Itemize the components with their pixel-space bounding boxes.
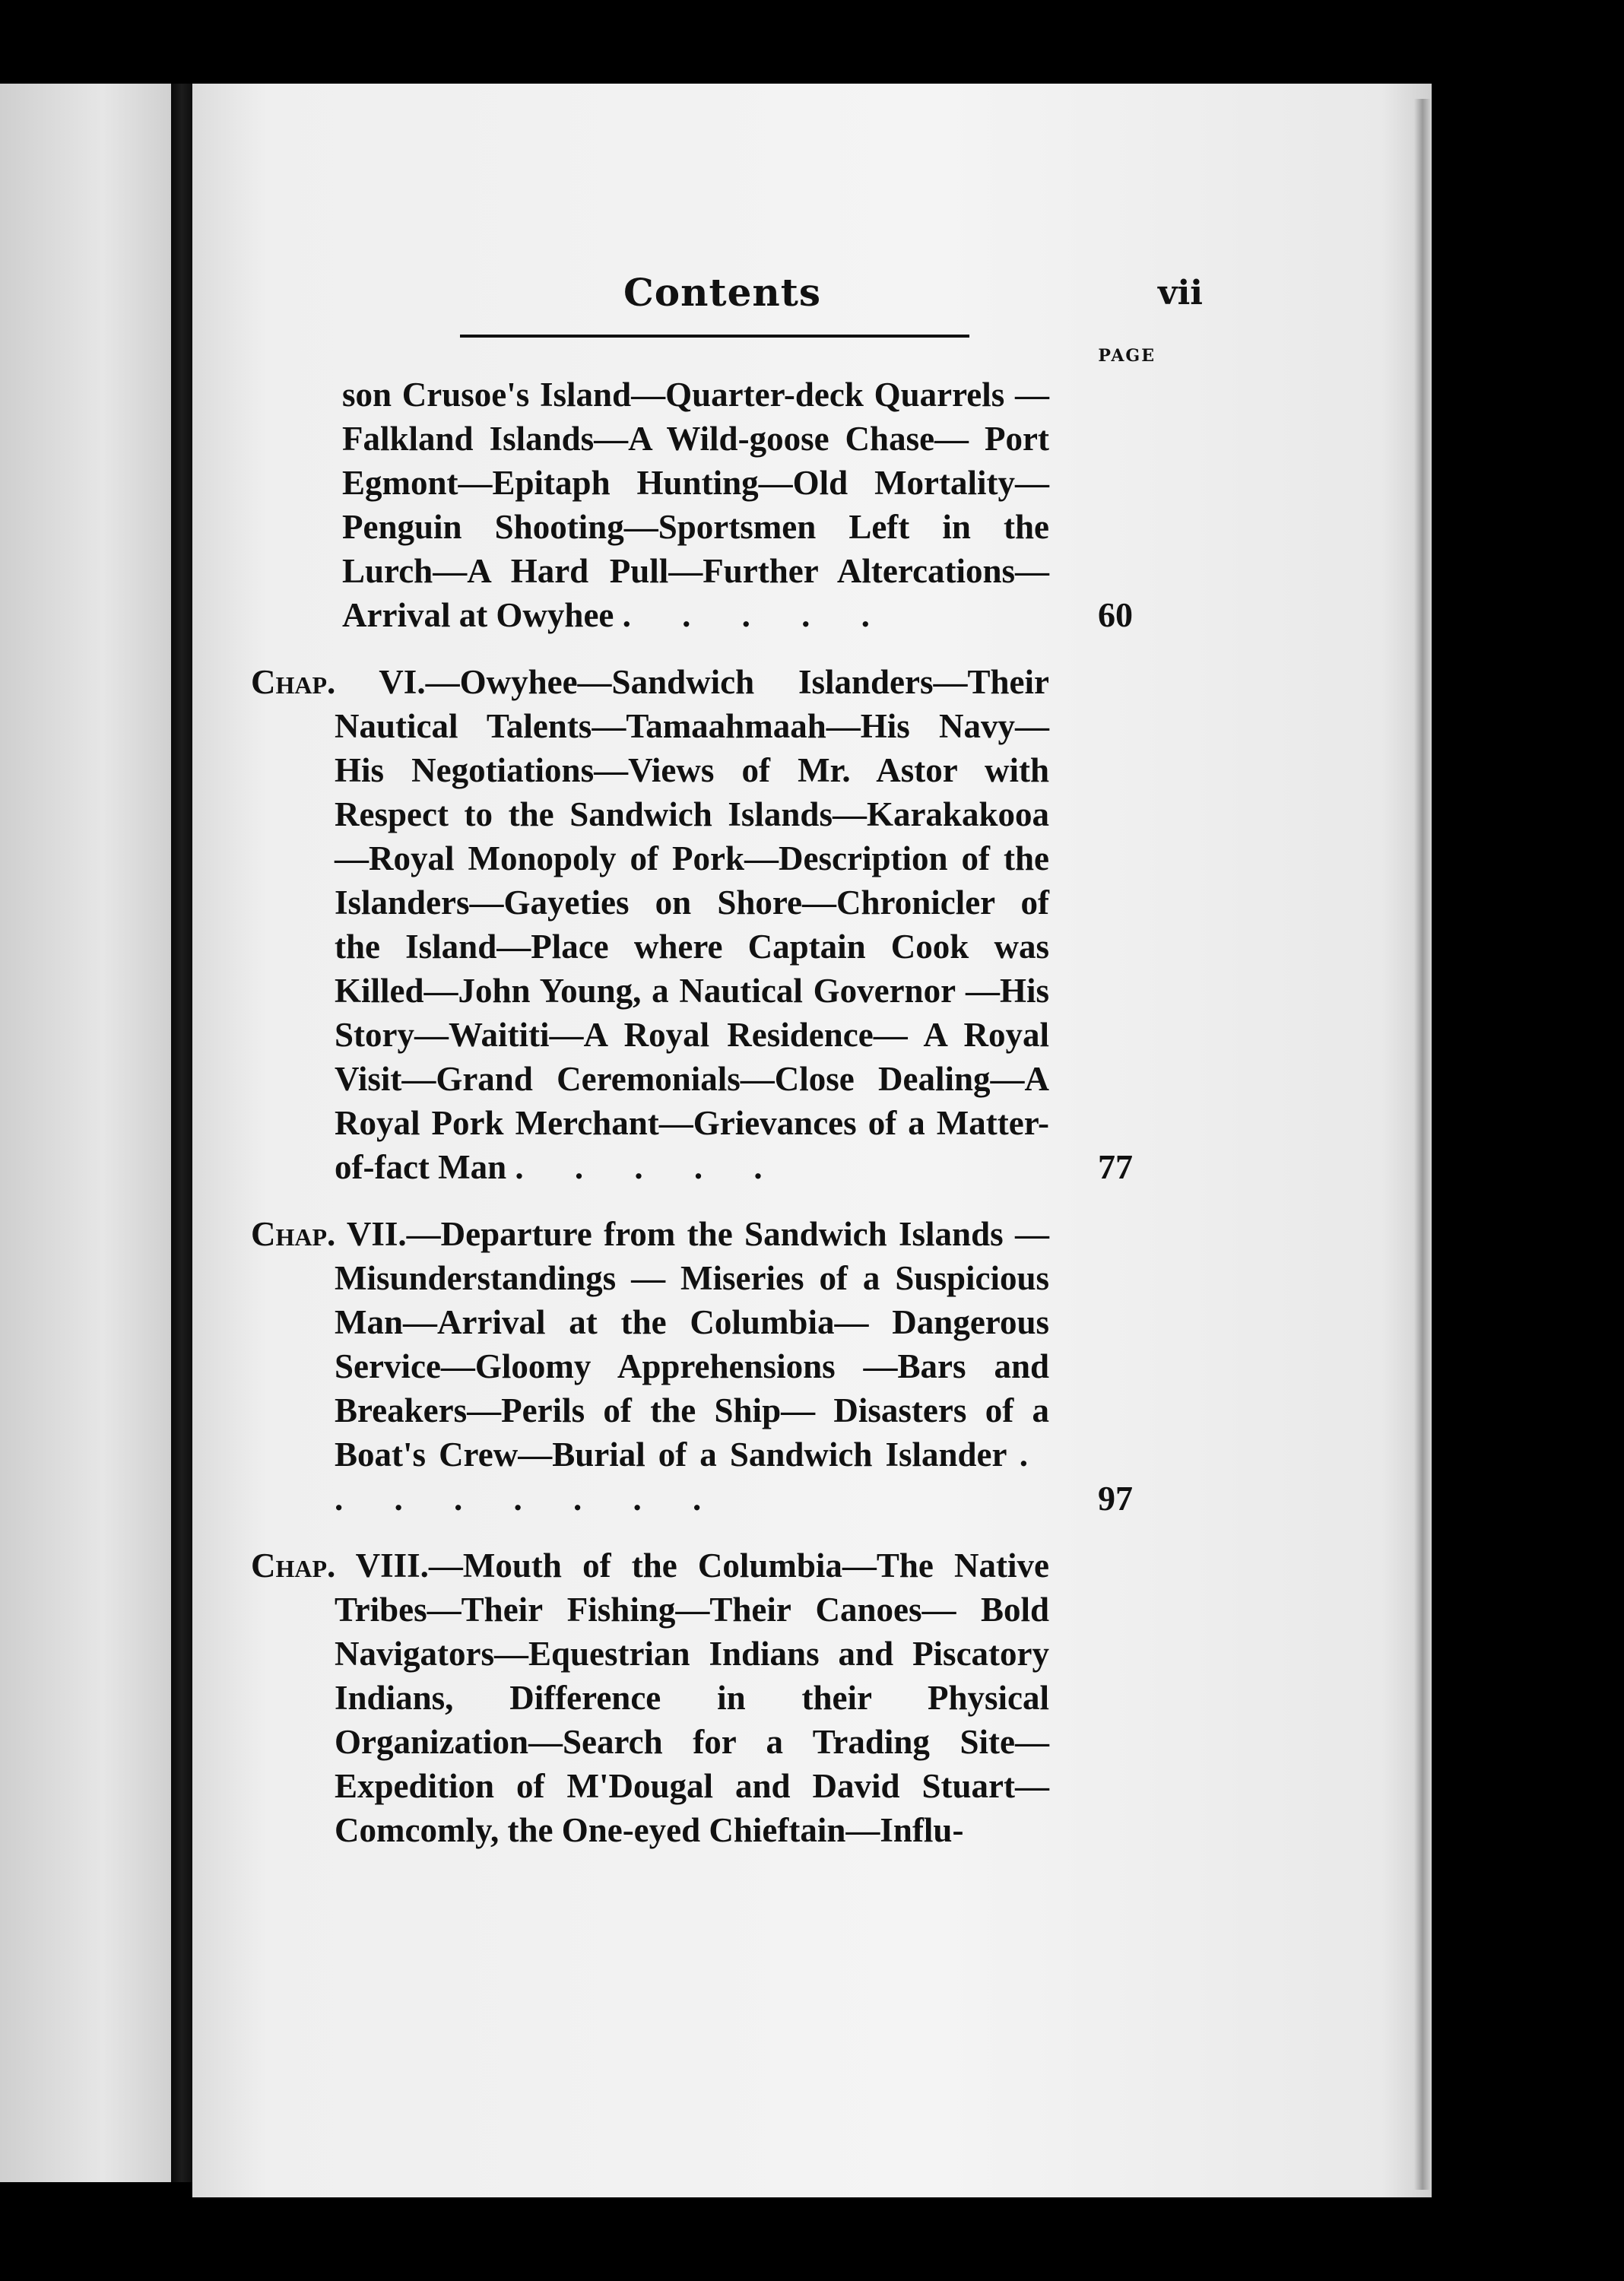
entry-description: —Owyhee—Sandwich Islanders—Their Nautical Talents—Tamaahmaah—His Navy— His Negotiations—Views of Mr. Astor with Respect to the Sandwich Islands—Karakakooa—Royal Monopoly of Pork—Description of the Islanders—Gayeties on Shore—Chronicler of the Island—Place where Captain Cook was Killed—John Young, a Nautical Governor —His Story—Waititi—A Royal Residence— A Royal Visit—Grand Ceremonials—Close Dealing—A Royal Pork Merchant—Grievances of a Matter-of-fact Man (335, 663, 1049, 1186)
entry-description: —Mouth of the Columbia—The Native Tribes—Their Fishing—Their Canoes— Bold Navigators—Equestrian Indians and Piscatory Indians, Difference in their Physical Organization—Search for a Trading Site— Expedition of M'Dougal and David Stuart— Comcomly, the One-eyed Chieftain—Influ- (335, 1547, 1050, 1849)
entry-description: —Departure from the Sandwich Islands — Misunderstandings — Miseries of a Suspicious Man—Arrival at the Columbia— Dangerous Service—Gloomy Apprehensions —Bars and Breakers—Perils of the Ship— Disasters of a Boat's Crew—Burial of a Sandwich Islander (335, 1215, 1050, 1474)
toc-entry (251, 1543, 1133, 1852)
toc-entry (251, 1212, 1133, 1521)
page-number: vii (1158, 274, 1203, 312)
chapter-label: Chap. VII. (251, 1215, 407, 1253)
dot-leaders: . . . . . (515, 1148, 784, 1186)
page-column-label: PAGE (1098, 346, 1156, 366)
toc-entry (251, 373, 1133, 637)
entry-description: son Crusoe's Island—Quarter-deck Quarrels —Falkland Islands—A Wild-goose Chase— Port Egmont—Epitaph Hunting—Old Mortality—Penguin Shooting—Sportsmen Left in the Lurch—A Hard Pull—Further Altercations—Arrival at Owyhee (342, 376, 1049, 634)
left-page-edge (0, 84, 171, 2182)
book-gutter (171, 84, 192, 2182)
chapter-label: Chap. VI. (251, 663, 426, 701)
dot-leaders: . . . . . (622, 596, 891, 634)
entry-page-number: 77 (1098, 1147, 1133, 1186)
running-head: Contents (623, 270, 822, 315)
header-rule (460, 335, 969, 338)
entry-page-number: 60 (1098, 595, 1133, 634)
page-edge-shadow (1414, 99, 1431, 2190)
toc-entry (251, 660, 1133, 1189)
table-of-contents (251, 373, 1133, 1875)
dot-leaders: . . . . . . . . (335, 1436, 1050, 1518)
entry-page-number: 97 (1098, 1479, 1133, 1518)
chapter-label: Chap. VIII. (251, 1547, 429, 1585)
